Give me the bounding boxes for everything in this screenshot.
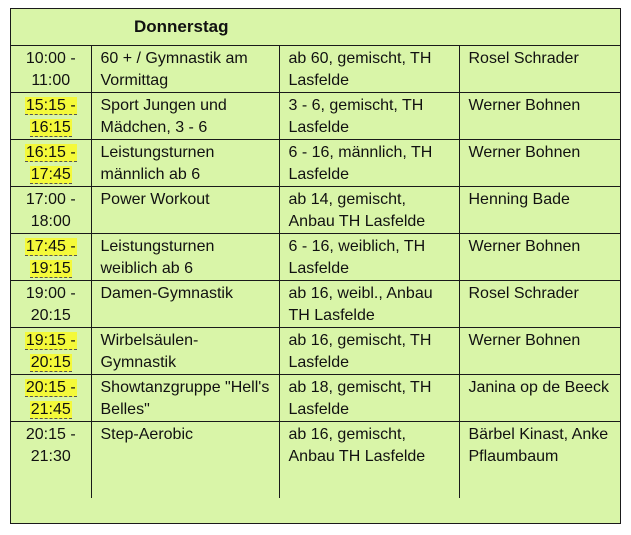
trainer-cell: Werner Bohnen <box>459 93 621 140</box>
time-cell <box>11 422 91 498</box>
group-cell: 6 - 16, männlich, TH Lasfelde <box>279 140 459 187</box>
time-start: 16:15 - <box>25 144 76 161</box>
time-end: 21:30 <box>30 448 71 465</box>
time-cell <box>11 93 91 140</box>
table-row <box>11 281 621 328</box>
group-cell: ab 18, gemischt, TH Lasfelde <box>279 375 459 422</box>
time-start: 20:15 - <box>25 379 76 396</box>
time-cell <box>11 281 91 328</box>
course-cell: Step-Aerobic <box>91 422 279 498</box>
trainer-cell: Werner Bohnen <box>459 328 621 375</box>
time-end: 17:45 <box>30 166 71 183</box>
highlighted-time <box>25 97 77 137</box>
time-cell <box>11 140 91 187</box>
schedule-rows <box>11 46 621 498</box>
time-end: 20:15 <box>30 307 71 324</box>
table-row <box>11 422 621 498</box>
course-cell: Power Workout <box>91 187 279 234</box>
schedule-sheet <box>10 8 621 524</box>
time-cell <box>11 375 91 422</box>
schedule-table <box>11 45 621 498</box>
time-start: 17:45 - <box>25 238 76 255</box>
time-cell <box>11 46 91 93</box>
course-cell: Damen-Gymnastik <box>91 281 279 328</box>
time-end: 19:15 <box>30 260 71 277</box>
trainer-cell: Janina op de Beeck <box>459 375 621 422</box>
time-cell <box>11 187 91 234</box>
trainer-cell: Werner Bohnen <box>459 234 621 281</box>
time-start: 10:00 - <box>25 50 76 67</box>
time-start: 15:15 - <box>25 97 76 114</box>
time-end: 16:15 <box>30 119 71 136</box>
table-row <box>11 140 621 187</box>
time-range <box>26 426 76 465</box>
time-end: 18:00 <box>30 213 71 230</box>
course-cell: 60 + / Gymnastik am Vormittag <box>91 46 279 93</box>
course-cell: Showtanzgruppe "Hell's Belles" <box>91 375 279 422</box>
table-row <box>11 328 621 375</box>
course-cell: Wirbelsäulen-Gymnastik <box>91 328 279 375</box>
trainer-cell: Rosel Schrader <box>459 281 621 328</box>
course-cell: Leistungsturnen weiblich ab 6 <box>91 234 279 281</box>
time-range <box>26 50 76 89</box>
table-row <box>11 93 621 140</box>
trainer-cell: Rosel Schrader <box>459 46 621 93</box>
highlighted-time <box>25 144 77 184</box>
table-row <box>11 234 621 281</box>
group-cell: ab 60, gemischt, TH Lasfelde <box>279 46 459 93</box>
time-start: 20:15 - <box>25 426 76 443</box>
table-row <box>11 375 621 422</box>
group-cell: ab 16, weibl., Anbau TH Lasfelde <box>279 281 459 328</box>
group-cell: 3 - 6, gemischt, TH Lasfelde <box>279 93 459 140</box>
time-end: 20:15 <box>30 354 71 371</box>
table-row <box>11 46 621 93</box>
table-row <box>11 187 621 234</box>
trainer-cell: Werner Bohnen <box>459 140 621 187</box>
trainer-cell: Henning Bade <box>459 187 621 234</box>
highlighted-time <box>25 238 77 278</box>
course-cell: Leistungsturnen männlich ab 6 <box>91 140 279 187</box>
group-cell: ab 16, gemischt, Anbau TH Lasfelde <box>279 422 459 498</box>
time-start: 19:15 - <box>25 332 76 349</box>
course-cell: Sport Jungen und Mädchen, 3 - 6 <box>91 93 279 140</box>
time-end: 21:45 <box>30 401 71 418</box>
time-range <box>26 191 76 230</box>
time-start: 17:00 - <box>25 191 76 208</box>
time-cell <box>11 234 91 281</box>
highlighted-time <box>25 332 77 372</box>
group-cell: ab 16, gemischt, TH Lasfelde <box>279 328 459 375</box>
time-cell <box>11 328 91 375</box>
trainer-cell: Bärbel Kinast, Anke Pflaumbaum <box>459 422 621 498</box>
group-cell: 6 - 16, weiblich, TH Lasfelde <box>279 234 459 281</box>
time-range <box>26 285 76 324</box>
time-end: 11:00 <box>31 72 71 89</box>
highlighted-time <box>25 379 77 419</box>
day-title: Donnerstag <box>134 17 229 36</box>
group-cell: ab 14, gemischt, Anbau TH Lasfelde <box>279 187 459 234</box>
time-start: 19:00 - <box>25 285 76 302</box>
